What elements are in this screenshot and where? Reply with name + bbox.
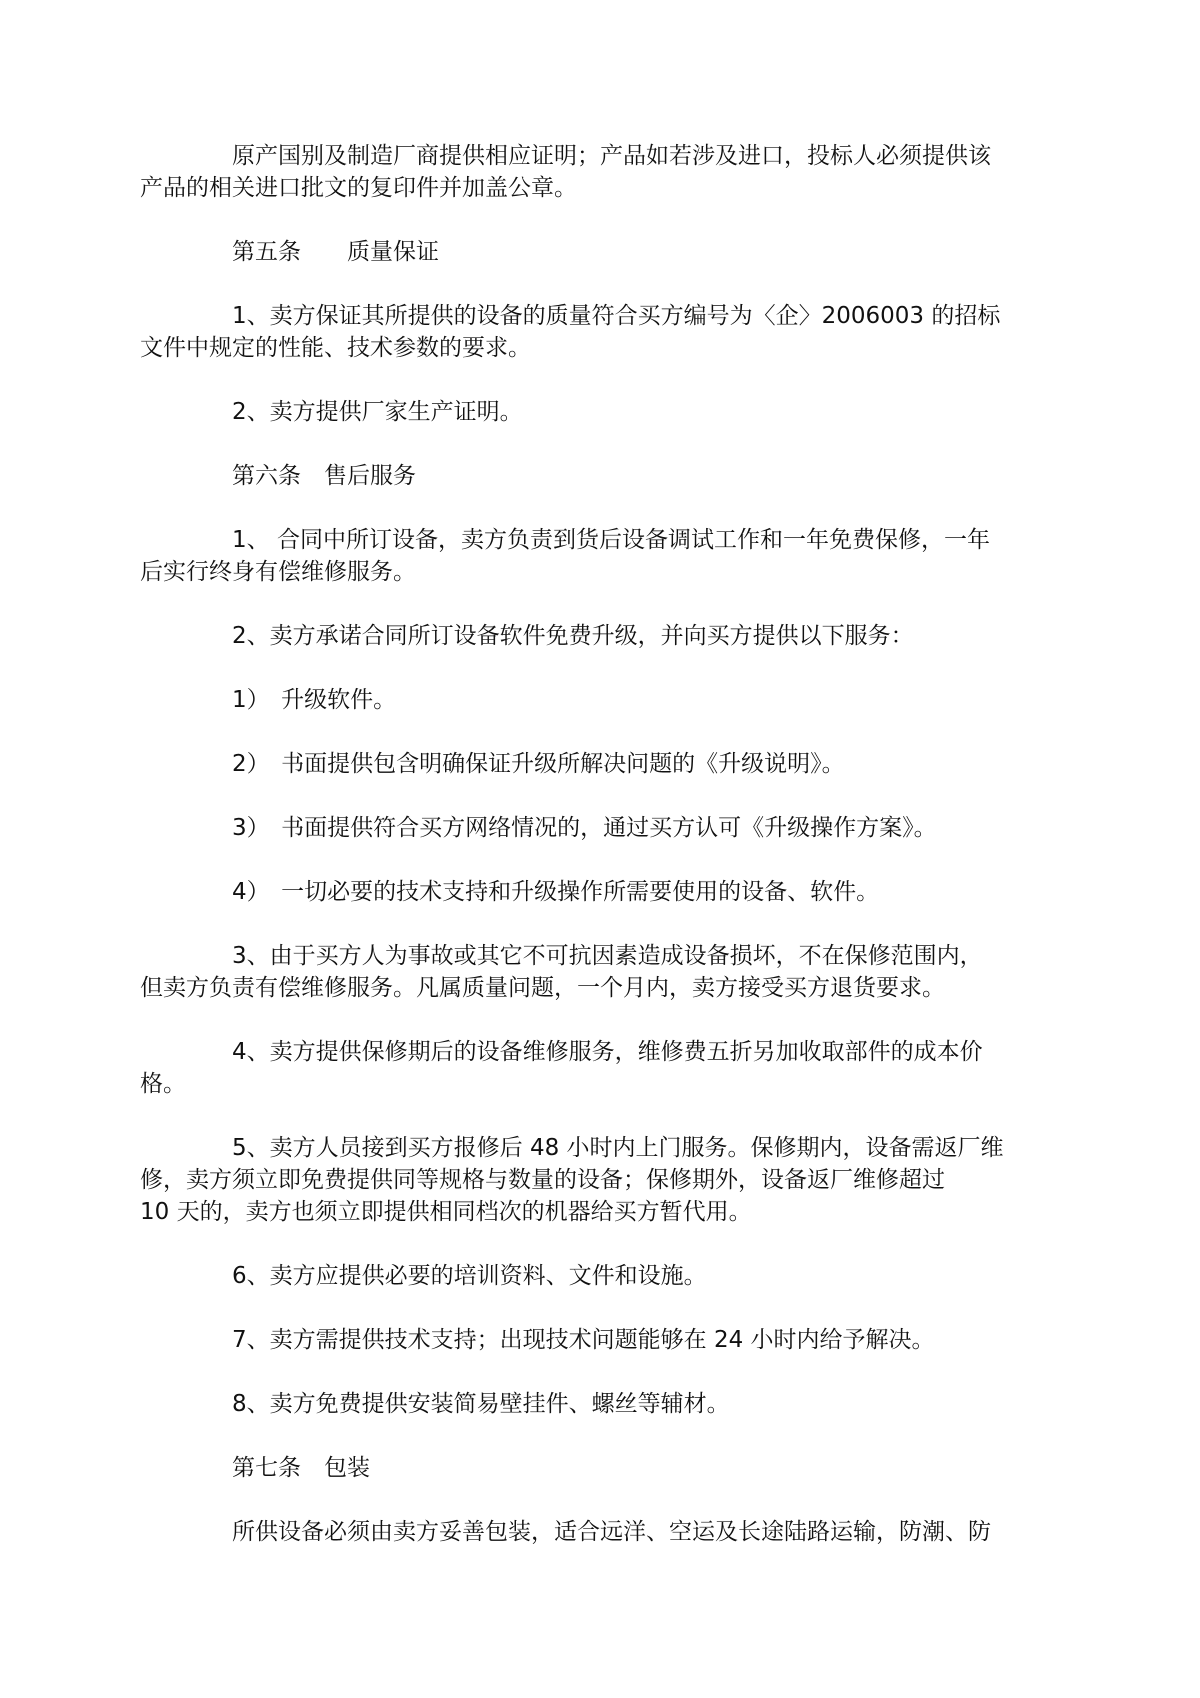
paragraph xyxy=(186,1516,1031,1548)
text-line: 2） 书面提供包含明确保证升级所解决问题的《升级说明》。 xyxy=(232,751,845,777)
article-heading xyxy=(186,460,1031,492)
text-line: 8、卖方免费提供安装简易壁挂件、螺丝等辅材。 xyxy=(232,1391,730,1417)
document-body xyxy=(140,140,1031,1580)
text-line: 第六条 售后服务 xyxy=(232,463,416,489)
text-line: 2、卖方承诺合同所订设备软件免费升级，并向买方提供以下服务： xyxy=(232,623,914,649)
paragraph xyxy=(186,812,1031,844)
text-line: 原产国别及制造厂商提供相应证明；产品如若涉及进口，投标人必须提供该 xyxy=(232,143,991,169)
paragraph xyxy=(186,1388,1031,1420)
paragraph xyxy=(140,1132,1031,1228)
text-line: 1） 升级软件。 xyxy=(232,687,397,713)
text-line: 5、卖方人员接到买方报修后 48 小时内上门服务。保修期内，设备需返厂维 xyxy=(232,1135,1004,1161)
text-line: 6、卖方应提供必要的培训资料、文件和设施。 xyxy=(232,1263,707,1289)
text-line: 7、卖方需提供技术支持；出现技术问题能够在 24 小时内给予解决。 xyxy=(232,1327,935,1353)
text-line: 4、卖方提供保修期后的设备维修服务，维修费五折另加收取部件的成本价 xyxy=(232,1039,983,1065)
paragraph xyxy=(140,300,1031,364)
text-line: 所供设备必须由卖方妥善包装，适合远洋、空运及长途陆路运输，防潮、防 xyxy=(232,1519,991,1545)
text-line: 3、由于买方人为事故或其它不可抗因素造成设备损坏，不在保修范围内， xyxy=(232,943,983,969)
paragraph xyxy=(186,748,1031,780)
text-line: 产品的相关进口批文的复印件并加盖公章。 xyxy=(140,175,577,201)
article-heading xyxy=(186,1452,1031,1484)
text-line: 第五条 质量保证 xyxy=(232,239,439,265)
paragraph xyxy=(140,140,1031,204)
paragraph xyxy=(140,524,1031,588)
paragraph xyxy=(186,396,1031,428)
text-line: 10 天的，卖方也须立即提供相同档次的机器给买方暂代用。 xyxy=(140,1199,752,1225)
text-line: 但卖方负责有偿维修服务。凡属质量问题，一个月内，卖方接受买方退货要求。 xyxy=(140,975,945,1001)
paragraph xyxy=(186,1324,1031,1356)
text-line: 2、卖方提供厂家生产证明。 xyxy=(232,399,523,425)
paragraph xyxy=(186,684,1031,716)
text-line: 修，卖方须立即免费提供同等规格与数量的设备；保修期外，设备返厂维修超过 xyxy=(140,1167,945,1193)
paragraph xyxy=(140,1036,1031,1100)
text-line: 4） 一切必要的技术支持和升级操作所需要使用的设备、软件。 xyxy=(232,879,880,905)
text-line: 格。 xyxy=(140,1071,186,1097)
article-heading xyxy=(186,236,1031,268)
text-line: 第七条 包装 xyxy=(232,1455,370,1481)
paragraph xyxy=(186,620,1031,652)
text-line: 1、 合同中所订设备，卖方负责到货后设备调试工作和一年免费保修，一年 xyxy=(232,527,990,553)
text-line: 后实行终身有偿维修服务。 xyxy=(140,559,416,585)
text-line: 1、卖方保证其所提供的设备的质量符合买方编号为〈企〉2006003 的招标 xyxy=(232,303,1001,329)
paragraph xyxy=(140,940,1031,1004)
text-line: 文件中规定的性能、技术参数的要求。 xyxy=(140,335,531,361)
paragraph xyxy=(186,1260,1031,1292)
text-line: 3） 书面提供符合买方网络情况的，通过买方认可《升级操作方案》。 xyxy=(232,815,937,841)
paragraph xyxy=(186,876,1031,908)
